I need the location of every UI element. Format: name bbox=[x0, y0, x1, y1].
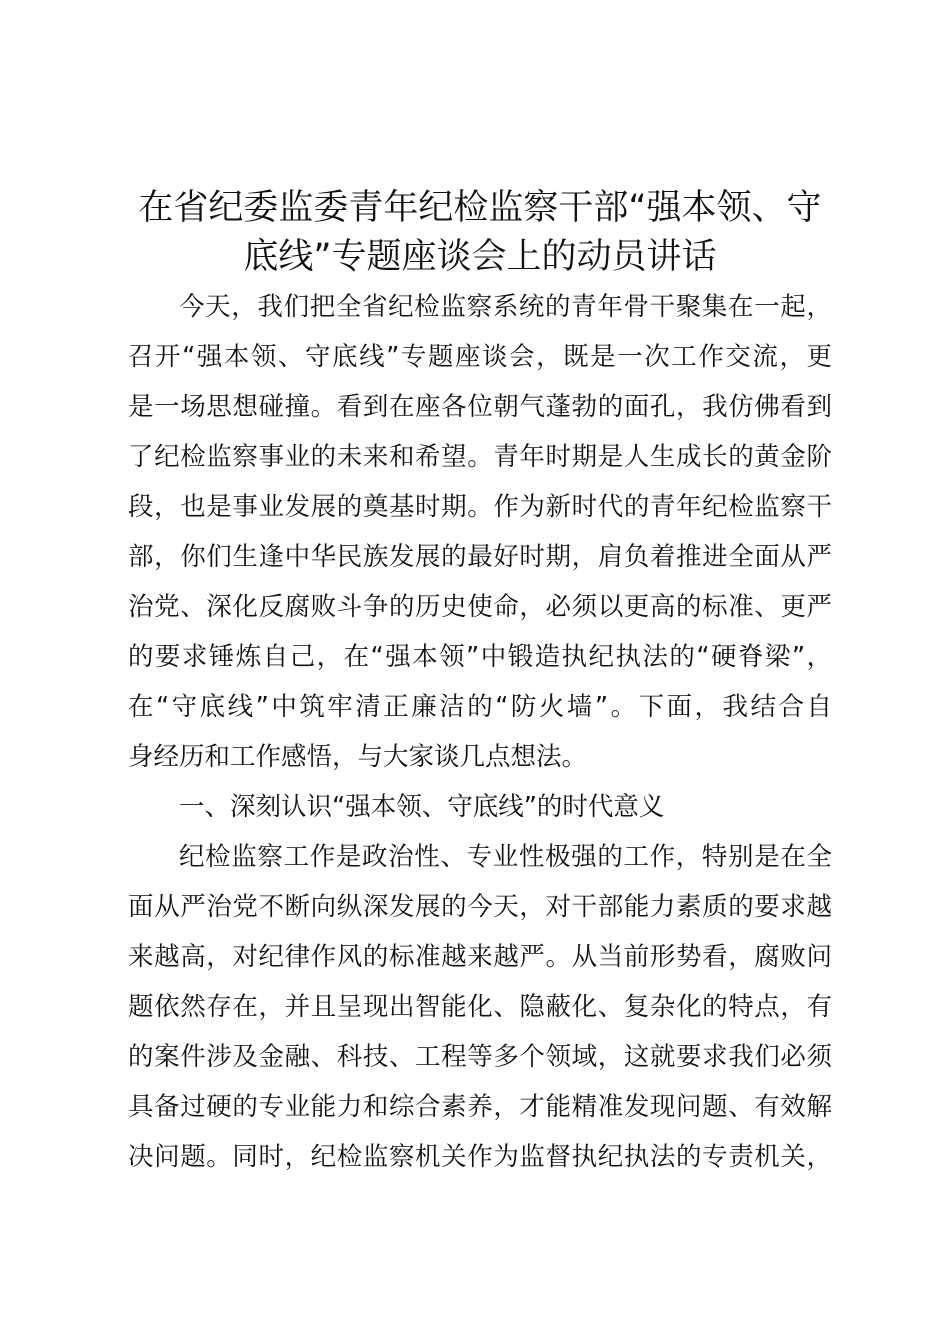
paragraph-line: 的案件涉及金融、科技、工程等多个领域，这就要求我们必须 bbox=[128, 1042, 832, 1072]
paragraph-line: 了纪检监察事业的未来和希望。青年时期是人生成长的黄金阶 bbox=[128, 442, 832, 472]
paragraph-line: 决问题。同时，纪检监察机关作为监督执纪执法的专责机关， bbox=[128, 1142, 832, 1172]
paragraph-line: 召开“强本领、守底线”专题座谈会，既是一次工作交流，更 bbox=[128, 342, 832, 372]
paragraph-line: 来越高，对纪律作风的标准越来越严。从当前形势看，腐败问 bbox=[128, 942, 832, 972]
document-body bbox=[128, 282, 832, 1182]
paragraph-line: 题依然存在，并且呈现出智能化、隐蔽化、复杂化的特点，有 bbox=[128, 992, 832, 1022]
paragraph-line: 身经历和工作感悟，与大家谈几点想法。 bbox=[128, 742, 588, 772]
paragraph-line: 治党、深化反腐败斗争的历史使命，必须以更高的标准、更严 bbox=[128, 592, 832, 622]
section-heading: 一、深刻认识“强本领、守底线”的时代意义 bbox=[179, 792, 665, 822]
title-line: 底线”专题座谈会上的动员讲话 bbox=[243, 237, 717, 277]
paragraph-line: 的要求锤炼自己，在“强本领”中锻造执纪执法的“硬脊梁”， bbox=[128, 642, 832, 672]
paragraph-line: 部，你们生逢中华民族发展的最好时期，肩负着推进全面从严 bbox=[128, 542, 832, 572]
paragraph-line: 在“守底线”中筑牢清正廉洁的“防火墙”。下面，我结合自 bbox=[128, 692, 832, 722]
paragraph-line: 段，也是事业发展的奠基时期。作为新时代的青年纪检监察干 bbox=[128, 492, 832, 522]
paragraph-line: 是一场思想碰撞。看到在座各位朝气蓬勃的面孔，我仿佛看到 bbox=[128, 392, 832, 422]
title-line: 在省纪委监委青年纪检监察干部“强本领、守 bbox=[138, 188, 822, 228]
document-title bbox=[110, 184, 850, 282]
paragraph-line: 面从严治党不断向纵深发展的今天，对干部能力素质的要求越 bbox=[128, 892, 832, 922]
paragraph-line: 具备过硬的专业能力和综合素养，才能精准发现问题、有效解 bbox=[128, 1092, 832, 1122]
paragraph-line: 纪检监察工作是政治性、专业性极强的工作，特别是在全 bbox=[179, 842, 832, 872]
paragraph-line: 今天，我们把全省纪检监察系统的青年骨干聚集在一起， bbox=[179, 292, 832, 322]
